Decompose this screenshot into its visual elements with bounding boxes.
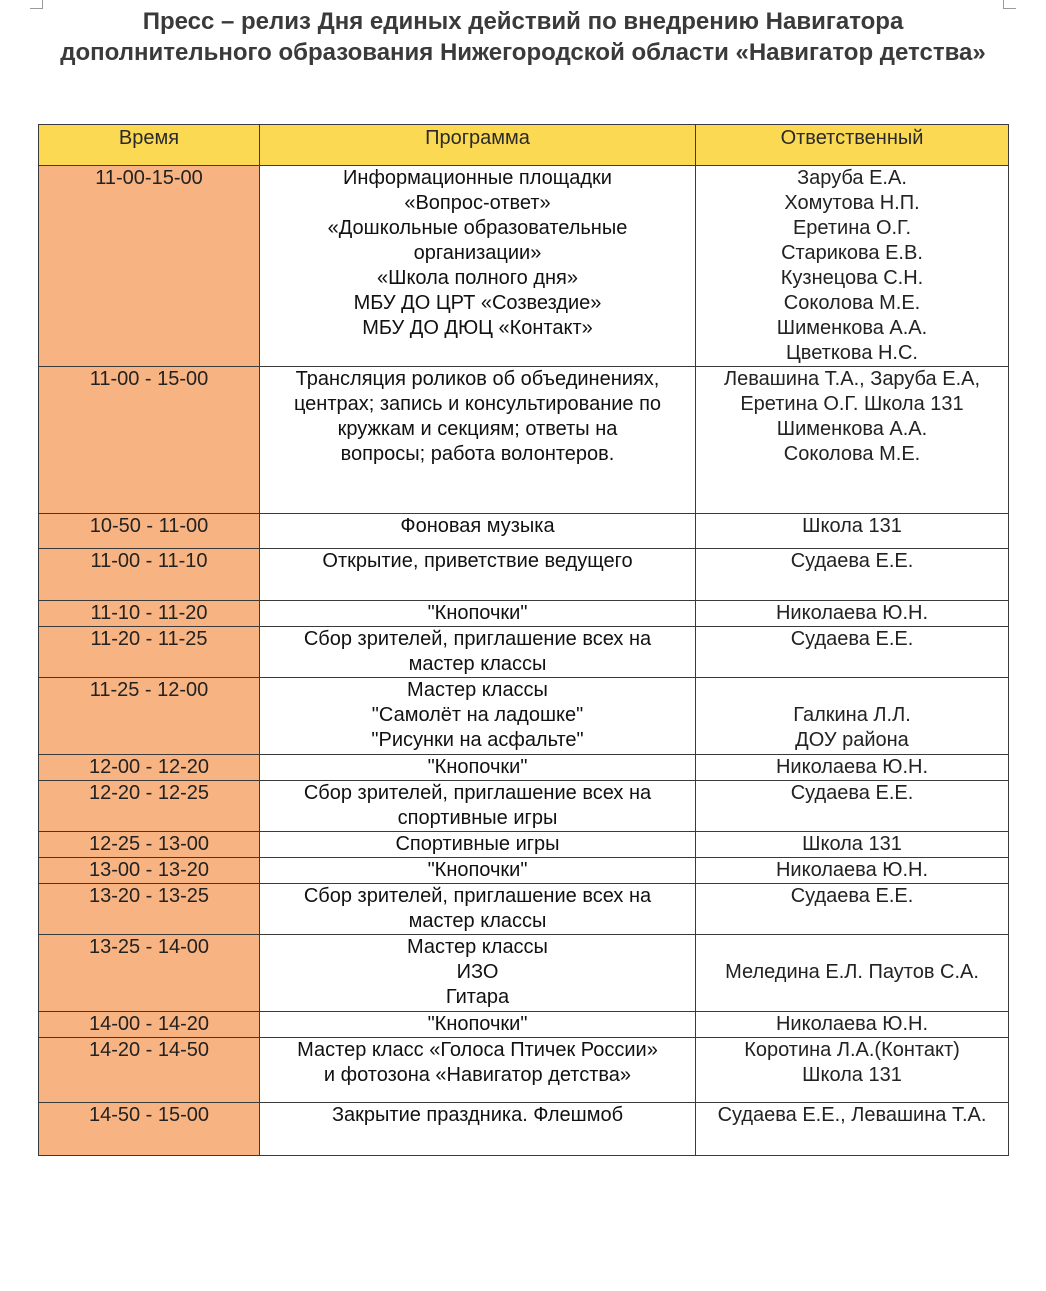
table-row xyxy=(39,166,1009,367)
responsible-cell-line: Коротина Л.А.(Контакт) xyxy=(744,1039,960,1061)
program-cell xyxy=(260,1012,696,1038)
time-cell: 13-20 - 13-25 xyxy=(39,884,260,935)
schedule-body xyxy=(39,166,1009,1156)
table-row xyxy=(39,549,1009,601)
program-cell-line: мастер классы xyxy=(408,653,547,675)
program-cell-line: Информационные площадки xyxy=(343,167,612,189)
responsible-cell-line: Соколова М.Е. xyxy=(783,292,921,314)
responsible-cell xyxy=(696,166,1009,367)
program-cell-line: Мастер классы xyxy=(407,679,548,701)
time-cell: 12-20 - 12-25 xyxy=(39,781,260,832)
responsible-cell-line: Еретина О.Г. Школа 131 xyxy=(740,393,964,415)
program-cell-line: организации» xyxy=(413,242,542,264)
responsible-cell-line: Судаева Е.Е. xyxy=(790,782,914,804)
responsible-cell-line xyxy=(700,678,1004,703)
responsible-cell-line: Хомутова Н.П. xyxy=(784,192,920,214)
program-cell-line: спортивные игры xyxy=(397,807,558,829)
program-cell-line: и фотозона «Навигатор детства» xyxy=(323,1064,632,1086)
program-cell-line: Фоновая музыка xyxy=(400,515,555,537)
header-responsible: Ответственный xyxy=(696,125,1009,166)
table-header-row xyxy=(39,125,1009,166)
responsible-cell xyxy=(696,549,1009,601)
program-cell xyxy=(260,601,696,627)
table-row xyxy=(39,627,1009,678)
program-cell-line: "Кнопочки" xyxy=(427,859,528,881)
responsible-cell-line: Галкина Л.Л. xyxy=(793,704,911,726)
time-cell: 11-25 - 12-00 xyxy=(39,678,260,755)
responsible-cell-line: Николаева Ю.Н. xyxy=(775,1013,929,1035)
program-cell xyxy=(260,627,696,678)
responsible-cell xyxy=(696,781,1009,832)
program-cell xyxy=(260,884,696,935)
time-cell: 11-00 - 15-00 xyxy=(39,367,260,514)
schedule-table xyxy=(38,124,1009,1156)
program-cell-line: Гитара xyxy=(445,986,510,1008)
responsible-cell-line: Николаева Ю.Н. xyxy=(775,756,929,778)
responsible-cell xyxy=(696,678,1009,755)
responsible-cell-line: Еретина О.Г. xyxy=(792,217,912,239)
program-cell-line: "Кнопочки" xyxy=(427,756,528,778)
header-time: Время xyxy=(39,125,260,166)
program-cell-line: «Вопрос-ответ» xyxy=(404,192,551,214)
responsible-cell-line: Школа 131 xyxy=(802,833,902,855)
program-cell-line: Трансляция роликов об объединениях, xyxy=(295,368,660,390)
time-cell: 12-00 - 12-20 xyxy=(39,755,260,781)
time-cell: 11-20 - 11-25 xyxy=(39,627,260,678)
program-cell-line: кружкам и секциям; ответы на xyxy=(337,418,618,440)
table-row xyxy=(39,1103,1009,1156)
title-line: Пресс – релиз Дня единых действий по внедрению Навигатора xyxy=(142,8,904,35)
responsible-cell-line: Левашина Т.А., Заруба Е.А, xyxy=(723,368,981,390)
time-cell: 14-50 - 15-00 xyxy=(39,1103,260,1156)
responsible-cell xyxy=(696,1012,1009,1038)
table-row xyxy=(39,1012,1009,1038)
program-cell-line: "Самолёт на ладошке" xyxy=(371,704,584,726)
program-cell-line: "Кнопочки" xyxy=(427,602,528,624)
program-cell xyxy=(260,549,696,601)
program-cell-line: Закрытие праздника. Флешмоб xyxy=(331,1104,624,1126)
title-line: дополнительного образования Нижегородской области «Навигатор детства» xyxy=(60,39,986,66)
responsible-cell xyxy=(696,601,1009,627)
responsible-cell xyxy=(696,367,1009,514)
responsible-cell xyxy=(696,1038,1009,1103)
program-cell xyxy=(260,166,696,367)
responsible-cell-line: Меледина Е.Л. Паутов С.А. xyxy=(725,961,979,983)
responsible-cell-line: Школа 131 xyxy=(802,1064,902,1086)
table-row xyxy=(39,858,1009,884)
program-cell xyxy=(260,678,696,755)
responsible-cell-line: Судаева Е.Е. xyxy=(790,885,914,907)
responsible-cell xyxy=(696,935,1009,1012)
responsible-cell xyxy=(696,858,1009,884)
time-cell: 12-25 - 13-00 xyxy=(39,832,260,858)
responsible-cell-line: Заруба Е.А. xyxy=(797,167,907,189)
responsible-cell-line: Судаева Е.Е., Левашина Т.А. xyxy=(717,1104,987,1126)
time-cell: 11-10 - 11-20 xyxy=(39,601,260,627)
responsible-cell-line: Судаева Е.Е. xyxy=(790,628,914,650)
page-title xyxy=(0,6,1046,68)
program-cell xyxy=(260,367,696,514)
program-cell-line: "Кнопочки" xyxy=(427,1013,528,1035)
program-cell xyxy=(260,781,696,832)
program-cell-line: центрах; запись и консультирование по xyxy=(293,393,662,415)
responsible-cell xyxy=(696,884,1009,935)
time-cell: 10-50 - 11-00 xyxy=(39,514,260,549)
table-row xyxy=(39,832,1009,858)
responsible-cell-line: Судаева Е.Е. xyxy=(790,550,914,572)
header-program: Программа xyxy=(260,125,696,166)
program-cell xyxy=(260,514,696,549)
time-cell: 11-00 - 11-10 xyxy=(39,549,260,601)
table-row xyxy=(39,755,1009,781)
table-row xyxy=(39,935,1009,1012)
responsible-cell-line: ДОУ района xyxy=(795,729,909,751)
program-cell-line: Спортивные игры xyxy=(395,833,560,855)
table-row xyxy=(39,601,1009,627)
time-cell: 13-25 - 14-00 xyxy=(39,935,260,1012)
table-row xyxy=(39,781,1009,832)
time-cell: 14-00 - 14-20 xyxy=(39,1012,260,1038)
responsible-cell-line: Цветкова Н.С. xyxy=(786,342,918,364)
responsible-cell-line xyxy=(700,935,1004,960)
program-cell-line: Сбор зрителей, приглашение всех на xyxy=(303,885,652,907)
responsible-cell xyxy=(696,514,1009,549)
program-cell xyxy=(260,935,696,1012)
program-cell xyxy=(260,1038,696,1103)
table-row xyxy=(39,884,1009,935)
responsible-cell xyxy=(696,627,1009,678)
responsible-cell xyxy=(696,1103,1009,1156)
responsible-cell-line: Старикова Е.В. xyxy=(781,242,923,264)
responsible-cell xyxy=(696,755,1009,781)
program-cell-line: вопросы; работа волонтеров. xyxy=(340,443,615,465)
responsible-cell-line: Школа 131 xyxy=(802,515,902,537)
program-cell-line: Мастер класс «Голоса Птичек России» xyxy=(297,1039,658,1061)
program-cell-line: Сбор зрителей, приглашение всех на xyxy=(303,628,652,650)
program-cell-line: Сбор зрителей, приглашение всех на xyxy=(303,782,652,804)
program-cell-line: МБУ ДО ЦРТ «Созвездие» xyxy=(353,292,602,314)
program-cell-line: «Школа полного дня» xyxy=(376,267,578,289)
responsible-cell-line: Николаева Ю.Н. xyxy=(775,602,929,624)
table-row xyxy=(39,678,1009,755)
table-row xyxy=(39,514,1009,549)
program-cell-line: ИЗО xyxy=(456,961,499,983)
program-cell xyxy=(260,832,696,858)
program-cell-line: Открытие, приветствие ведущего xyxy=(322,550,633,572)
program-cell-line: Мастер классы xyxy=(407,936,548,958)
program-cell xyxy=(260,1103,696,1156)
time-cell: 14-20 - 14-50 xyxy=(39,1038,260,1103)
responsible-cell-line: Шименкова А.А. xyxy=(776,317,928,339)
time-cell: 13-00 - 13-20 xyxy=(39,858,260,884)
table-row xyxy=(39,1038,1009,1103)
program-cell-line: мастер классы xyxy=(408,910,547,932)
program-cell-line: «Дошкольные образовательные xyxy=(327,217,628,239)
time-cell: 11-00-15-00 xyxy=(39,166,260,367)
responsible-cell xyxy=(696,832,1009,858)
responsible-cell-line: Кузнецова С.Н. xyxy=(780,267,924,289)
responsible-cell-line: Николаева Ю.Н. xyxy=(775,859,929,881)
program-cell-line: "Рисунки на асфальте" xyxy=(371,729,584,751)
program-cell xyxy=(260,858,696,884)
program-cell xyxy=(260,755,696,781)
program-cell-line: МБУ ДО ДЮЦ «Контакт» xyxy=(362,317,593,339)
responsible-cell-line: Шименкова А.А. xyxy=(776,418,928,440)
responsible-cell-line: Соколова М.Е. xyxy=(783,443,921,465)
table-row xyxy=(39,367,1009,514)
